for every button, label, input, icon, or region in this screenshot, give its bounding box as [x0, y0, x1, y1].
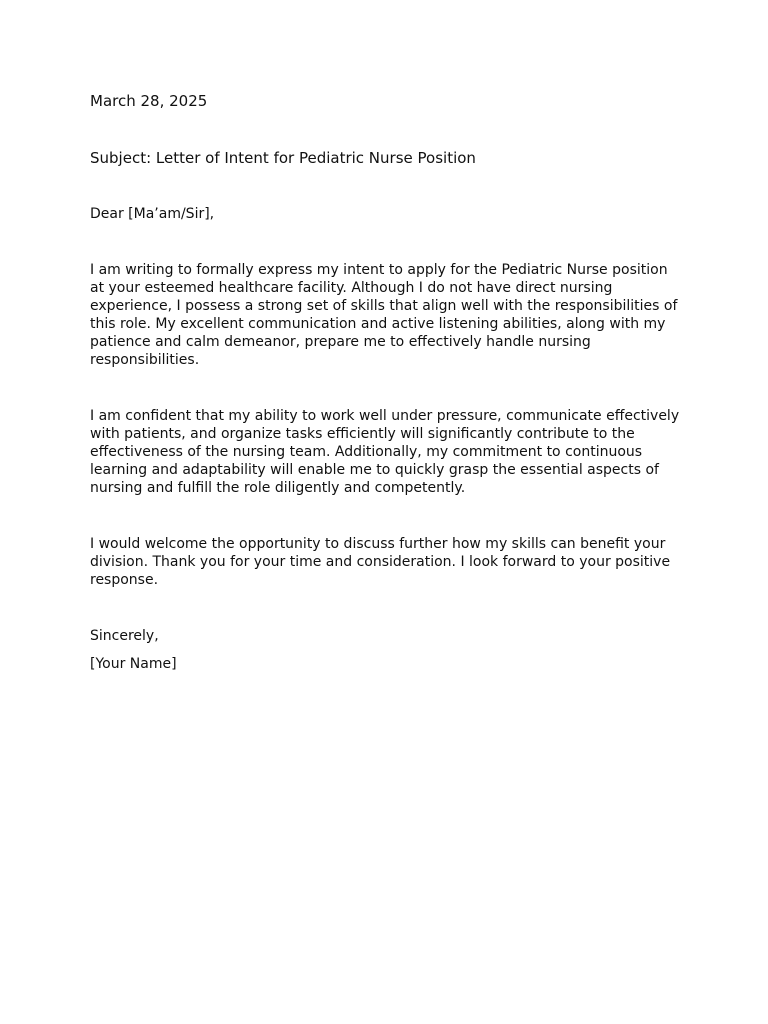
- letter-subject: Subject: Letter of Intent for Pediatric Nurse Position: [90, 149, 476, 167]
- letter-paragraph-2: I am confident that my ability to work well under pressure, communicate effectively with patients, and organize tasks efficiently will significantly contribute to the effectiveness of the nursing team. Additionally, my commitment to continuous learning and adaptability will enable me to quickly grasp the essential aspects of nursing and fulfill the role diligently and competently.: [90, 408, 680, 496]
- letter-paragraph-1: I am writing to formally express my intent to apply for the Pediatric Nurse position at your esteemed healthcare facility. Although I do not have direct nursing experience, I possess a strong set of skills that align well with the responsibilities of this role. My excellent communication and active listening abilities, along with my patience and calm demeanor, prepare me to effectively handle nursing responsibilities.: [90, 262, 678, 368]
- letter-salutation: Dear [Ma’am/Sir],: [90, 206, 215, 222]
- letter-date: March 28, 2025: [90, 92, 208, 110]
- letter-signature: [Your Name]: [90, 656, 177, 672]
- letter-closing: Sincerely,: [90, 628, 159, 644]
- letter-paragraph-3: I would welcome the opportunity to discuss further how my skills can benefit your division. Thank you for your time and consideration. I look forward to your positive response.: [90, 536, 671, 588]
